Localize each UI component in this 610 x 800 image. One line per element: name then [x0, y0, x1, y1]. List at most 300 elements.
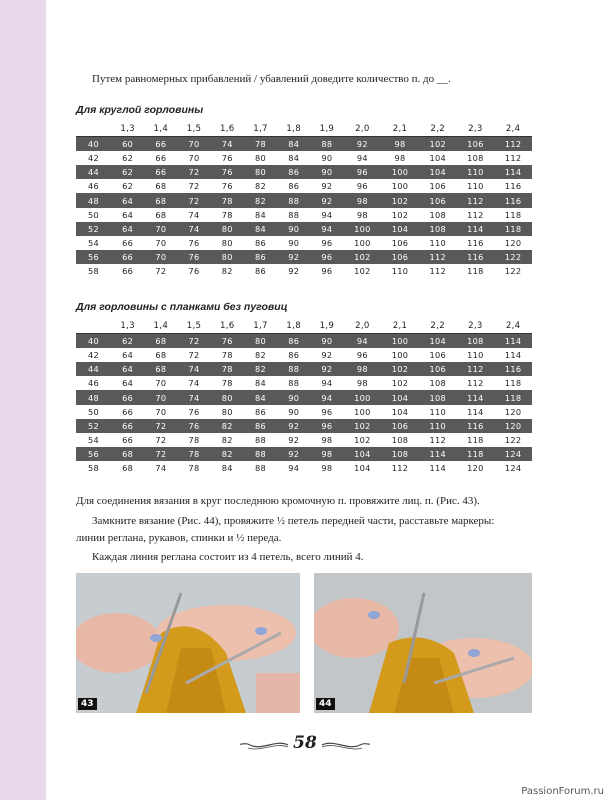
table-cell: 82	[211, 447, 244, 461]
table-row	[76, 222, 532, 236]
table-cell: 122	[494, 264, 532, 278]
table-cell: 118	[457, 447, 495, 461]
table-cell: 78	[177, 447, 210, 461]
table-cell: 94	[310, 208, 343, 222]
table-cell: 80	[244, 165, 277, 179]
table-cell: 96	[344, 165, 382, 179]
table-cell: 112	[457, 193, 495, 207]
table-cell: 76	[177, 236, 210, 250]
table-cell: 80	[211, 390, 244, 404]
table-cell: 96	[310, 250, 343, 264]
table-cell: 72	[177, 179, 210, 193]
table-cell: 104	[419, 165, 457, 179]
table-cell: 114	[494, 348, 532, 362]
table-cell: 106	[419, 362, 457, 376]
table-cell: 64	[111, 362, 144, 376]
table-cell: 66	[111, 405, 144, 419]
table1-header-row	[76, 122, 532, 137]
table-cell: 76	[177, 405, 210, 419]
table-cell: 66	[111, 433, 144, 447]
row-header-cell: 54	[76, 236, 111, 250]
table-cell: 68	[144, 334, 177, 349]
table-cell: 88	[277, 193, 310, 207]
table-cell: 98	[344, 208, 382, 222]
table-cell: 82	[244, 179, 277, 193]
photo-44	[314, 573, 532, 713]
page-number: 58	[293, 733, 317, 753]
table-cell: 64	[111, 208, 144, 222]
table-cell: 74	[177, 362, 210, 376]
table-cell: 108	[419, 222, 457, 236]
table-cell: 100	[381, 334, 419, 349]
table-cell: 116	[494, 179, 532, 193]
table-cell: 80	[211, 222, 244, 236]
table-row	[76, 236, 532, 250]
column-header: 2,0	[344, 319, 382, 334]
table-cell: 116	[457, 250, 495, 264]
table-row	[76, 461, 532, 475]
table-cell: 82	[244, 362, 277, 376]
table-row	[76, 447, 532, 461]
table-cell: 72	[177, 334, 210, 349]
table-cell: 114	[419, 447, 457, 461]
table-cell: 102	[381, 193, 419, 207]
table-cell: 80	[211, 405, 244, 419]
table-cell: 88	[244, 461, 277, 475]
photo-44-label: 44	[316, 698, 335, 710]
row-header-cell: 52	[76, 222, 111, 236]
table-cell: 92	[277, 250, 310, 264]
column-header: 1,6	[211, 122, 244, 137]
table-cell: 98	[310, 461, 343, 475]
table-cell: 88	[244, 433, 277, 447]
table-cell: 110	[457, 179, 495, 193]
table-cell: 112	[494, 151, 532, 165]
table-cell: 92	[277, 447, 310, 461]
table-cell: 108	[457, 334, 495, 349]
table-row	[76, 137, 532, 152]
table-row	[76, 376, 532, 390]
column-header: 2,3	[457, 122, 495, 137]
table-cell: 106	[419, 179, 457, 193]
table2-title: Для горловины с планками без пуговиц	[76, 301, 288, 313]
table-cell: 96	[310, 236, 343, 250]
table-cell: 82	[244, 193, 277, 207]
paragraph-4: Каждая линия реглана состоит из 4 петель, всего линий 4.	[92, 551, 364, 563]
table-cell: 76	[211, 334, 244, 349]
table-cell: 94	[310, 376, 343, 390]
table-cell: 78	[211, 348, 244, 362]
table-cell: 108	[419, 376, 457, 390]
table-cell: 114	[457, 222, 495, 236]
table-cell: 108	[457, 151, 495, 165]
table-cell: 122	[494, 433, 532, 447]
table-cell: 78	[211, 208, 244, 222]
table-cell: 74	[211, 137, 244, 152]
table-cell: 86	[277, 334, 310, 349]
table-cell: 94	[310, 222, 343, 236]
table-cell: 84	[244, 222, 277, 236]
table-cell: 68	[144, 193, 177, 207]
table-row	[76, 419, 532, 433]
table-cell: 64	[111, 348, 144, 362]
table-cell: 80	[211, 236, 244, 250]
table-cell: 110	[457, 165, 495, 179]
table-cell: 98	[381, 137, 419, 152]
table-cell: 70	[144, 236, 177, 250]
table-cell: 94	[277, 461, 310, 475]
table-row	[76, 405, 532, 419]
table-cell: 92	[310, 362, 343, 376]
table-cell: 90	[310, 334, 343, 349]
table-cell: 122	[494, 250, 532, 264]
table-cell: 78	[211, 376, 244, 390]
table-cell: 92	[277, 419, 310, 433]
table2-header-row	[76, 319, 532, 334]
intro-text: Путем равномерных прибавлений / убавлений доведите количество п. до __.	[92, 73, 451, 85]
table-cell: 78	[177, 433, 210, 447]
knitting-hands-photo-icon	[314, 573, 532, 713]
table-cell: 112	[419, 433, 457, 447]
table-cell: 104	[381, 390, 419, 404]
table-cell: 98	[310, 447, 343, 461]
table-row	[76, 390, 532, 404]
table-cell: 102	[344, 250, 382, 264]
table-cell: 108	[419, 390, 457, 404]
table-row	[76, 348, 532, 362]
table-cell: 102	[419, 137, 457, 152]
table-cell: 68	[111, 461, 144, 475]
table-cell: 92	[310, 348, 343, 362]
table-cell: 114	[494, 165, 532, 179]
table-cell: 104	[419, 151, 457, 165]
table-cell: 116	[457, 236, 495, 250]
table-cell: 86	[277, 179, 310, 193]
table-cell: 102	[344, 419, 382, 433]
table-cell: 96	[344, 348, 382, 362]
table-cell: 86	[244, 405, 277, 419]
column-header: 1,3	[111, 122, 144, 137]
table-cell: 74	[177, 390, 210, 404]
table-cell: 110	[419, 419, 457, 433]
table-cell: 86	[244, 264, 277, 278]
table-cell: 92	[310, 179, 343, 193]
table-cell: 74	[177, 376, 210, 390]
column-header: 1,8	[277, 319, 310, 334]
table-cell: 88	[277, 362, 310, 376]
table-cell: 66	[144, 165, 177, 179]
table-cell: 98	[344, 376, 382, 390]
table-row	[76, 250, 532, 264]
table-cell: 78	[177, 461, 210, 475]
table-cell: 104	[419, 334, 457, 349]
table-cell: 120	[494, 405, 532, 419]
table-cell: 114	[457, 390, 495, 404]
table-cell: 84	[277, 151, 310, 165]
table-cell: 68	[144, 208, 177, 222]
table-cell: 88	[277, 208, 310, 222]
table-cell: 78	[244, 137, 277, 152]
table-cell: 106	[457, 137, 495, 152]
table-cell: 118	[494, 390, 532, 404]
column-header: 2,2	[419, 319, 457, 334]
row-header-cell: 46	[76, 179, 111, 193]
table-cell: 66	[111, 390, 144, 404]
table-row	[76, 264, 532, 278]
row-header-cell: 42	[76, 151, 111, 165]
table-cell: 116	[457, 419, 495, 433]
table-cell: 112	[457, 376, 495, 390]
table-cell: 98	[344, 362, 382, 376]
table-cell: 106	[381, 419, 419, 433]
table-cell: 66	[144, 151, 177, 165]
table-cell: 76	[211, 165, 244, 179]
row-header-cell: 56	[76, 250, 111, 264]
table-cell: 92	[310, 193, 343, 207]
table-cell: 102	[381, 208, 419, 222]
table-cell: 68	[144, 362, 177, 376]
right-flourish-icon	[320, 738, 370, 752]
table-cell: 118	[457, 433, 495, 447]
table-cell: 100	[344, 222, 382, 236]
table-cell: 110	[419, 236, 457, 250]
table-cell: 62	[111, 151, 144, 165]
column-header: 1,5	[177, 319, 210, 334]
table-cell: 106	[381, 236, 419, 250]
table-cell: 84	[277, 137, 310, 152]
table-cell: 86	[244, 236, 277, 250]
table-cell: 110	[381, 264, 419, 278]
table-cell: 98	[381, 151, 419, 165]
table-cell: 114	[494, 334, 532, 349]
table-cell: 92	[277, 264, 310, 278]
table-row	[76, 151, 532, 165]
table-cell: 76	[177, 250, 210, 264]
row-header-cell: 48	[76, 193, 111, 207]
table-cell: 86	[244, 419, 277, 433]
table-cell: 88	[277, 376, 310, 390]
table-cell: 76	[177, 419, 210, 433]
column-header: 2,1	[381, 319, 419, 334]
table-cell: 100	[381, 348, 419, 362]
table-cell: 70	[177, 137, 210, 152]
table-cell: 84	[244, 390, 277, 404]
column-header: 1,9	[310, 122, 343, 137]
table-cell: 104	[381, 222, 419, 236]
table-cell: 124	[494, 461, 532, 475]
table-row	[76, 179, 532, 193]
table-cell: 64	[111, 376, 144, 390]
table-cell: 108	[381, 433, 419, 447]
table-cell: 82	[211, 419, 244, 433]
table-row	[76, 165, 532, 179]
column-header: 1,4	[144, 319, 177, 334]
table-cell: 72	[144, 264, 177, 278]
table-cell: 70	[144, 250, 177, 264]
table-cell: 88	[310, 137, 343, 152]
table1	[76, 122, 532, 278]
table-cell: 80	[244, 151, 277, 165]
column-header: 1,8	[277, 122, 310, 137]
table-cell: 84	[211, 461, 244, 475]
table-cell: 100	[381, 165, 419, 179]
table-cell: 66	[144, 137, 177, 152]
table-cell: 92	[277, 433, 310, 447]
paragraph-1: Для соединения вязания в круг последнюю кромочную п. провяжите лиц. п. (Рис. 43).	[76, 495, 480, 507]
table-cell: 66	[111, 419, 144, 433]
table-cell: 74	[144, 461, 177, 475]
table-cell: 118	[457, 264, 495, 278]
table-cell: 94	[310, 390, 343, 404]
column-header: 1,3	[111, 319, 144, 334]
table-cell: 80	[244, 334, 277, 349]
corner-cell	[76, 319, 111, 334]
table-cell: 96	[310, 405, 343, 419]
watermark: PassionForum.ru	[521, 786, 604, 797]
table-cell: 112	[419, 250, 457, 264]
table-cell: 96	[310, 264, 343, 278]
table-cell: 100	[344, 236, 382, 250]
table-cell: 76	[211, 179, 244, 193]
table-cell: 66	[111, 264, 144, 278]
table-cell: 94	[344, 334, 382, 349]
table-cell: 78	[211, 362, 244, 376]
table-cell: 80	[211, 250, 244, 264]
table-row	[76, 193, 532, 207]
table-cell: 76	[177, 264, 210, 278]
table-cell: 72	[177, 193, 210, 207]
table-cell: 70	[144, 390, 177, 404]
table-cell: 70	[144, 222, 177, 236]
table-cell: 68	[111, 447, 144, 461]
table-cell: 90	[277, 390, 310, 404]
row-header-cell: 40	[76, 334, 111, 349]
table-cell: 106	[419, 348, 457, 362]
table-cell: 112	[457, 208, 495, 222]
row-header-cell: 54	[76, 433, 111, 447]
table-cell: 74	[177, 222, 210, 236]
table-cell: 114	[457, 405, 495, 419]
table-cell: 98	[344, 193, 382, 207]
table-cell: 72	[177, 348, 210, 362]
table-cell: 102	[344, 433, 382, 447]
column-header: 2,2	[419, 122, 457, 137]
table-cell: 90	[277, 222, 310, 236]
table-cell: 116	[494, 362, 532, 376]
table-cell: 120	[457, 461, 495, 475]
table-cell: 84	[244, 376, 277, 390]
paragraph-2: Замкните вязание (Рис. 44), провяжите ½ петель передней части, расставьте маркеры:	[92, 515, 495, 527]
row-header-cell: 40	[76, 137, 111, 152]
table-cell: 72	[144, 433, 177, 447]
table-row	[76, 208, 532, 222]
table2	[76, 319, 532, 475]
table-cell: 82	[211, 433, 244, 447]
table-cell: 112	[419, 264, 457, 278]
table-cell: 68	[144, 348, 177, 362]
table-cell: 72	[144, 419, 177, 433]
table-cell: 86	[277, 165, 310, 179]
row-header-cell: 56	[76, 447, 111, 461]
photo-43	[76, 573, 300, 713]
table-cell: 72	[177, 165, 210, 179]
column-header: 1,5	[177, 122, 210, 137]
table-cell: 90	[277, 236, 310, 250]
table-cell: 118	[494, 376, 532, 390]
table-cell: 102	[344, 264, 382, 278]
table-cell: 112	[494, 137, 532, 152]
table-cell: 104	[381, 405, 419, 419]
table-cell: 94	[344, 151, 382, 165]
column-header: 1,4	[144, 122, 177, 137]
row-header-cell: 50	[76, 208, 111, 222]
column-header: 1,6	[211, 319, 244, 334]
knitting-hands-photo-icon	[76, 573, 300, 713]
table-cell: 96	[310, 419, 343, 433]
table-cell: 66	[111, 250, 144, 264]
table-cell: 116	[494, 193, 532, 207]
row-header-cell: 44	[76, 165, 111, 179]
table-cell: 70	[144, 376, 177, 390]
row-header-cell: 58	[76, 461, 111, 475]
table-cell: 72	[144, 447, 177, 461]
column-header: 1,7	[244, 122, 277, 137]
side-color-bar	[0, 0, 46, 800]
table-cell: 62	[111, 334, 144, 349]
table-cell: 90	[310, 151, 343, 165]
table-cell: 64	[111, 193, 144, 207]
table-cell: 100	[381, 179, 419, 193]
table-row	[76, 433, 532, 447]
table-cell: 100	[344, 405, 382, 419]
table-cell: 78	[211, 193, 244, 207]
table-cell: 104	[344, 461, 382, 475]
table-row	[76, 334, 532, 349]
table-cell: 86	[277, 348, 310, 362]
column-header: 2,4	[494, 319, 532, 334]
row-header-cell: 48	[76, 390, 111, 404]
table-cell: 114	[419, 461, 457, 475]
table-cell: 88	[244, 447, 277, 461]
table-cell: 106	[419, 193, 457, 207]
table-cell: 108	[381, 447, 419, 461]
table-cell: 76	[211, 151, 244, 165]
column-header: 2,0	[344, 122, 382, 137]
table-cell: 82	[211, 264, 244, 278]
table-cell: 68	[144, 179, 177, 193]
table-cell: 92	[344, 137, 382, 152]
table-cell: 66	[111, 236, 144, 250]
table-cell: 60	[111, 137, 144, 152]
table-cell: 102	[381, 376, 419, 390]
column-header: 2,3	[457, 319, 495, 334]
table-cell: 112	[381, 461, 419, 475]
table-cell: 74	[177, 208, 210, 222]
table-cell: 64	[111, 222, 144, 236]
photo-43-label: 43	[78, 698, 97, 710]
table1-title: Для круглой горловины	[76, 104, 204, 116]
row-header-cell: 52	[76, 419, 111, 433]
column-header: 1,7	[244, 319, 277, 334]
table-cell: 118	[494, 208, 532, 222]
table-cell: 110	[457, 348, 495, 362]
table-cell: 96	[344, 179, 382, 193]
table-cell: 100	[344, 390, 382, 404]
table-cell: 112	[457, 362, 495, 376]
row-header-cell: 42	[76, 348, 111, 362]
table-cell: 82	[244, 348, 277, 362]
row-header-cell: 58	[76, 264, 111, 278]
